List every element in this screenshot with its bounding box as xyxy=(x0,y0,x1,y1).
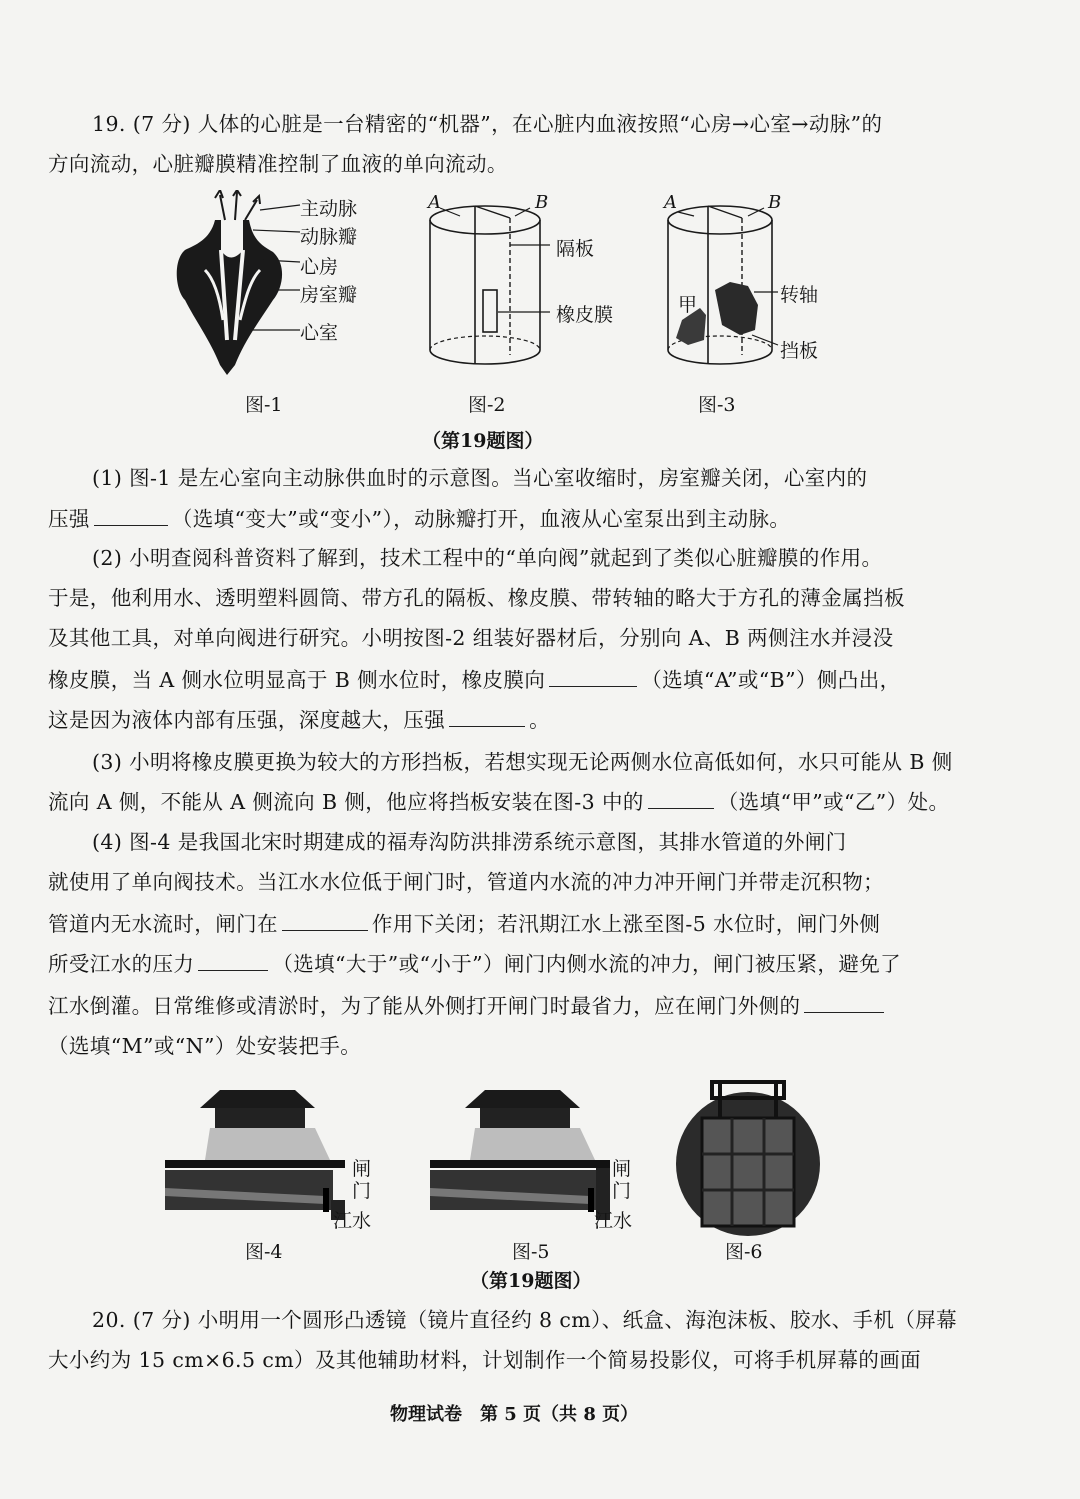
q19-line-1: 19. (7 分) 人体的心脏是一台精密的“机器”，在心脏内血液按照“心房→心室→动脉”的 xyxy=(92,112,883,136)
figure-group-caption-2: （第19题图） xyxy=(470,1270,592,1292)
answer-blank xyxy=(549,668,637,687)
q19-part4-line-2: 就使用了单向阀技术。当江水水位低于闸门时，管道内水流的冲力冲开闸门并带走沉积物； xyxy=(48,870,884,894)
q19-part4-line-5: 江水倒灌。日常维修或清淤时，为了能从外侧打开闸门时最省力，应在闸门外侧的 xyxy=(48,986,888,1026)
q20-line-1: 20. (7 分) 小明用一个圆形凸透镜（镜片直径约 8 cm）、纸盒、海泡沫板、胶水、手机（屏幕 xyxy=(92,1308,958,1332)
label-partition: 隔板 xyxy=(556,238,595,260)
figure-group-caption: （第19题图） xyxy=(422,430,544,452)
q19-part2-line-5: 这是因为液体内部有压强，深度越大，压强 。 xyxy=(48,708,551,732)
figure-4-caption: 图-4 xyxy=(245,1241,283,1263)
figure-4-drainage-diagram xyxy=(165,1080,345,1220)
q19-part2-line-3: 及其他工具，对单向阀进行研究。小明按图-2 组装好器材后，分别向 A、B 两侧注水并浸没 xyxy=(48,626,894,650)
fig5-river-label: 江水 xyxy=(594,1210,633,1232)
fig4-gate-label-2: 门 xyxy=(352,1180,372,1202)
fig2-label-b: B xyxy=(535,192,549,213)
figure-2-caption: 图-2 xyxy=(468,394,506,416)
figure-6-gate-photo xyxy=(672,1078,824,1238)
q19-part4-line-6: （选填“M”或“N”）处安装把手。 xyxy=(48,1034,362,1058)
fig4-gate-label-1: 闸 xyxy=(352,1158,372,1180)
q19-line-2: 方向流动，心脏瓣膜精准控制了血液的单向流动。 xyxy=(48,152,508,176)
fig3-label-jia: 甲 xyxy=(678,294,698,316)
label-pivot: 转轴 xyxy=(780,284,819,306)
fig5-gate-label-2: 门 xyxy=(612,1180,632,1202)
answer-blank xyxy=(198,952,268,971)
q19-part1-line-2: 压强 （选填“变大”或“变小”），动脉瓣打开，血液从心室泵出到主动脉。 xyxy=(48,507,791,531)
fig3-label-a: A xyxy=(664,192,677,213)
q19-part2-line-4: 橡皮膜，当 A 侧水位明显高于 B 侧水位时，橡皮膜向 （选填“A”或“B”）侧凸出， xyxy=(48,668,901,692)
answer-blank xyxy=(282,912,368,931)
answer-blank xyxy=(449,708,525,727)
answer-blank xyxy=(648,790,714,809)
label-av-valve: 房室瓣 xyxy=(300,284,358,306)
label-aortic-valve: 动脉瓣 xyxy=(300,226,358,248)
label-ventricle: 心室 xyxy=(300,322,339,344)
fig4-river-label: 江水 xyxy=(333,1210,372,1232)
fig5-gate-label-1: 闸 xyxy=(612,1158,632,1180)
fig2-label-a: A xyxy=(428,192,441,213)
figure-2-cylinder-diagram xyxy=(420,190,560,380)
answer-blank xyxy=(94,507,168,526)
q19-part1-line-1: (1) 图-1 是左心室向主动脉供血时的示意图。当心室收缩时，房室瓣关闭，心室内的 xyxy=(92,466,868,490)
q19-part3-line-2: 流向 A 侧，不能从 A 侧流向 B 侧，他应将挡板安装在图-3 中的 （选填“甲”或“乙”）处。 xyxy=(48,790,950,814)
fig3-label-b: B xyxy=(768,192,782,213)
figure-1-heart-diagram xyxy=(165,190,305,390)
figure-5-caption: 图-5 xyxy=(512,1241,550,1263)
label-atrium: 心房 xyxy=(300,256,339,278)
q19-part4-line-3: 管道内无水流时，闸门在 作用下关闭；若汛期江水上涨至图-5 水位时，闸门外侧 xyxy=(48,912,881,936)
figure-5-drainage-diagram xyxy=(430,1080,610,1220)
q19-part3-line-1: (3) 小明将橡皮膜更换为较大的方形挡板，若想实现无论两侧水位高低如何，水只可能从 B 侧 xyxy=(92,750,953,774)
label-rubber-membrane: 橡皮膜 xyxy=(556,304,614,326)
q19-part2-line-1: (2) 小明查阅科普资料了解到，技术工程中的“单向阀”就起到了类似心脏瓣膜的作用。 xyxy=(92,546,883,570)
figure-6-caption: 图-6 xyxy=(725,1241,763,1263)
q19-part4-line-4: 所受江水的压力 （选填“大于”或“小于”）闸门内侧水流的冲力，闸门被压紧，避免了 xyxy=(48,952,902,976)
figure-3-caption: 图-3 xyxy=(698,394,736,416)
figure-1-caption: 图-1 xyxy=(245,394,283,416)
answer-blank xyxy=(804,994,884,1013)
q19-part4-line-1: (4) 图-4 是我国北宋时期建成的福寿沟防洪排涝系统示意图，其排水管道的外闸门 xyxy=(92,830,847,854)
label-flap: 挡板 xyxy=(780,340,819,362)
q20-line-2: 大小约为 15 cm×6.5 cm）及其他辅助材料，计划制作一个简易投影仪，可将手机屏幕的画面 xyxy=(48,1348,922,1372)
label-aorta: 主动脉 xyxy=(300,198,358,220)
figure-3-cylinder-diagram xyxy=(660,190,800,380)
q19-part2-line-2: 于是，他利用水、透明塑料圆筒、带方孔的隔板、橡皮膜、带转轴的略大于方孔的薄金属挡板 xyxy=(48,586,905,610)
page-footer: 物理试卷 第 5 页（共 8 页） xyxy=(390,1404,639,1425)
